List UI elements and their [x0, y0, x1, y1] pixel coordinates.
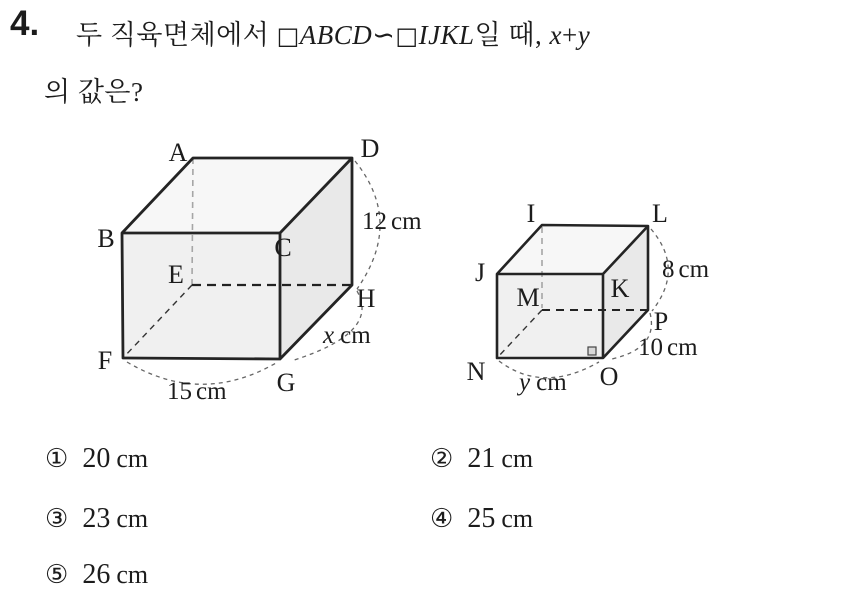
choice-5 [45, 559, 148, 591]
choice-4-unit: cm [501, 504, 534, 533]
dimension-label-y-cm: y cm [519, 369, 567, 396]
choice-4-marker: ④ [430, 504, 454, 534]
choice-5-value: 26 [82, 559, 111, 590]
choice-2-unit: cm [501, 444, 534, 473]
math-x: x [549, 20, 562, 50]
choice-2-value: 21 [467, 443, 496, 474]
similar-symbol: ∽ [372, 20, 396, 50]
vertex-label-j: J [474, 258, 486, 287]
square-symbol-2: □ [395, 22, 419, 50]
left-box [97, 134, 422, 405]
vertex-label-m: M [516, 283, 540, 312]
right-box-front-face [497, 274, 603, 358]
vertex-label-d: D [360, 134, 380, 163]
choice-4 [430, 503, 533, 535]
right-angle-mark [588, 347, 596, 355]
dimension-label-8cm: 8 cm [662, 256, 710, 283]
vertex-label-b: B [97, 224, 115, 253]
choice-3-unit: cm [116, 504, 149, 533]
question-korean-2: 일 때, [474, 20, 550, 50]
choice-2 [430, 443, 533, 475]
vertex-label-g: G [276, 368, 296, 397]
math-y: y [577, 20, 591, 50]
math-ijkl: IJKL [418, 20, 475, 50]
vertex-label-l: L [652, 199, 668, 228]
vertex-label-o: O [599, 362, 619, 391]
question-korean-1: 두 직육면체에서 [76, 20, 277, 50]
math-plus: + [561, 20, 578, 50]
math-abcd: ABCD [299, 20, 373, 50]
choice-5-marker: ⑤ [45, 560, 69, 590]
vertex-label-c: C [274, 233, 292, 262]
choice-1-value: 20 [82, 443, 111, 474]
dimension-label-12cm: 12 cm [362, 208, 422, 235]
vertex-label-f: F [97, 346, 113, 375]
vertex-label-n: N [466, 357, 486, 386]
left-box-front-face [122, 233, 280, 359]
choice-4-value: 25 [467, 503, 496, 534]
choice-1-marker: ① [45, 444, 69, 474]
dimension-label-x-cm: x cm [323, 322, 371, 349]
problem-number: 4. [10, 4, 40, 43]
choice-2-marker: ② [430, 444, 454, 474]
choice-3-marker: ③ [45, 504, 69, 534]
choice-1 [45, 443, 148, 475]
square-symbol-1: □ [276, 22, 300, 50]
dimension-label-10cm: 10 cm [638, 334, 698, 361]
dimension-label-15cm: 15 cm [167, 378, 227, 405]
right-box [467, 199, 710, 396]
vertex-label-i: I [526, 199, 536, 228]
vertex-label-k: K [610, 274, 630, 303]
choice-3 [45, 503, 148, 535]
question-line-2: 의 값은? [44, 77, 144, 107]
vertex-label-h: H [356, 284, 376, 313]
vertex-label-a: A [168, 138, 188, 167]
choice-5-unit: cm [116, 560, 149, 589]
choice-3-value: 23 [82, 503, 111, 534]
vertex-label-e: E [168, 260, 184, 289]
choice-1-unit: cm [116, 444, 149, 473]
vertex-label-p: P [653, 307, 669, 336]
